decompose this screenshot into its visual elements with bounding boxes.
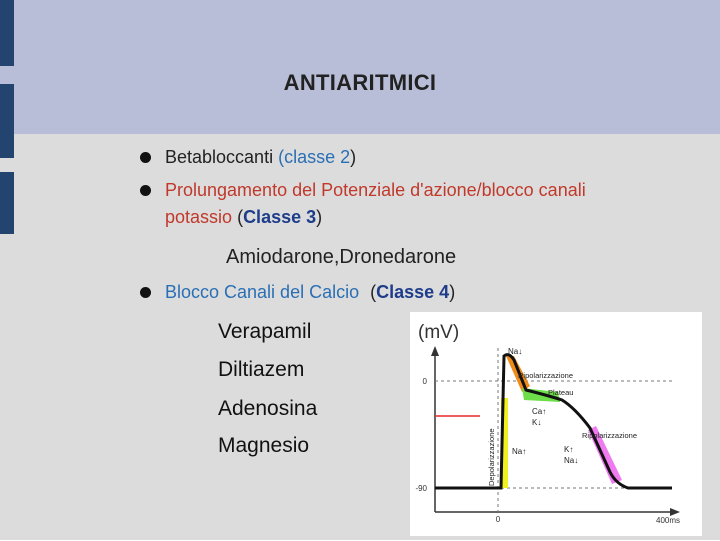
label-k-in: K↑ xyxy=(564,445,574,454)
slide-title: ANTIARITMICI xyxy=(283,70,437,95)
label-ca-in: Ca↑ xyxy=(532,407,547,416)
bullet-betabloccanti xyxy=(165,146,356,168)
class-label: Classe 4 xyxy=(376,282,450,302)
label-repol3: Ripolarizzazione xyxy=(582,431,638,440)
label-depolarization: Depolarizzazione xyxy=(487,428,496,486)
paren-open: ( xyxy=(237,207,244,227)
x-tick-400: 400ms xyxy=(656,516,681,525)
paren-close: ) xyxy=(316,207,323,227)
paren-close: ) xyxy=(449,282,456,302)
action-potential-svg xyxy=(410,312,702,536)
label-repol1: Ripolarizzazione xyxy=(518,371,574,380)
paren-open: ( xyxy=(370,282,377,302)
label-na-out: Na↓ xyxy=(508,347,523,356)
class-label: Classe 3 xyxy=(243,207,317,227)
bullet-text: potassio xyxy=(165,207,233,227)
left-decor-bar-3 xyxy=(0,172,14,234)
y-unit-label: (mV) xyxy=(418,322,460,343)
drug-magnesio: Magnesio xyxy=(218,434,310,457)
drug-verapamil: Verapamil xyxy=(218,320,312,343)
title-band xyxy=(0,0,720,134)
label-na-in: Na↑ xyxy=(512,447,527,456)
bullet-dot xyxy=(140,287,151,298)
drug-adenosina: Adenosina xyxy=(218,397,318,420)
bullet-text: Blocco Canali del Calcio xyxy=(165,282,360,302)
y-tick-0: 0 xyxy=(422,377,427,386)
bullet-text: Betabloccanti xyxy=(165,147,274,167)
label-plateau: Plateau xyxy=(548,388,574,397)
label-na-out-2: Na↓ xyxy=(564,456,579,465)
paren-open: ( xyxy=(278,147,285,167)
left-decor-bar-1 xyxy=(0,0,14,66)
bullet-blocco-calcio xyxy=(165,281,455,303)
bullet-prolungamento-line1: Prolungamento del Potenziale d'azione/blocco canali xyxy=(165,180,586,200)
bullet-dot xyxy=(140,185,151,196)
y-tick-90: -90 xyxy=(415,484,427,493)
label-k-out: K↓ xyxy=(532,418,542,427)
x-axis-arrow xyxy=(670,508,680,516)
bullet-prolungamento-line2 xyxy=(165,206,322,228)
y-axis-arrow xyxy=(431,346,439,356)
action-potential-diagram xyxy=(410,312,702,536)
drug-diltiazem: Diltiazem xyxy=(218,358,305,381)
bullet-dot xyxy=(140,152,151,163)
x-tick-0: 0 xyxy=(495,515,501,524)
paren-close: ) xyxy=(350,147,357,167)
class-label: classe 2 xyxy=(284,147,351,167)
sub-drugs-amiodarone: Amiodarone,Dronedarone xyxy=(226,246,457,268)
